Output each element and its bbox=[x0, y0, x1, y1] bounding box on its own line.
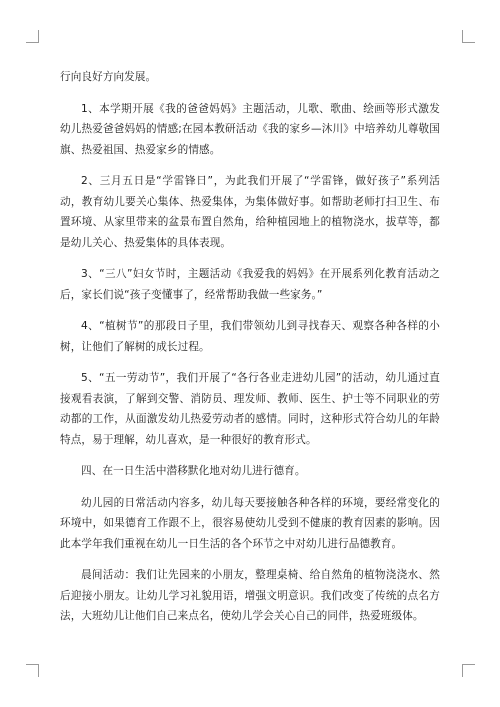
paragraph-item-1: 1、本学期开展《我的爸爸妈妈》主题活动，儿歌、歌曲、绘画等形式激发幼儿热爱爸爸妈妈的情感;在园本教研活动《我的家乡—沐川》中培养幼儿尊敬国旗、热爱祖国、热爱家乡的情感。 bbox=[60, 102, 440, 156]
document-body bbox=[60, 67, 440, 638]
paragraph-item-4: 4、“植树节”的那段日子里，我们带领幼儿到寻找春天、观察各种各样的小树，让他们了解树的成长过程。 bbox=[60, 320, 440, 353]
crop-mark-top-left bbox=[26, 30, 39, 43]
paragraph-item-3: 3、“三八”妇女节时，主题活动《我爱我的妈妈》在开展系列化教育活动之后，家长们说“孩子变懂事了，经常帮助我做一些家务。” bbox=[60, 268, 440, 301]
section-heading-4: 四、在一日生活中潜移默化地对幼儿进行德育。 bbox=[81, 465, 306, 477]
paragraph-daily-life: 幼儿园的日常活动内容多，幼儿每天要接触各种各样的环境，要经常变化的环境中，如果德育工作跟不上，很容易使幼儿受到不健康的教育因素的影响。因此本学年我们重视在幼儿一日生活的各个环节之中对幼儿进行品德教育。 bbox=[60, 496, 440, 550]
crop-mark-top-right bbox=[462, 30, 475, 43]
paragraph-continuation: 行向良好方向发展。 bbox=[60, 71, 157, 83]
crop-mark-bottom-right bbox=[462, 664, 475, 677]
paragraph-item-5: 5、“五一劳动节”，我们开展了“各行各业走进幼儿园”的活动，幼儿通过直接观看表演，了解到交警、消防员、理发师、教师、医生、护士等不同职业的劳动都的工作，从面激发幼儿热爱劳动者的感情。同时，这种形式符合幼儿的年龄特点，易于理解，幼儿喜欢，是一种很好的教育形式。 bbox=[60, 372, 440, 446]
paragraph-item-2: 2、三月五日是“学雷锋日”，为此我们开展了“学雷锋，做好孩子”系列活动，教育幼儿要关心集体、热爱集体，为集体做好事。如帮助老师打扫卫生、布置环境、从家里带来的盆景布置自然角，给种植园地上的植物浇水，拔草等，都是幼儿关心、热爱集体的具体表现。 bbox=[60, 175, 440, 249]
paragraph-morning-activity: 晨间活动：我们让先园来的小朋友，整理桌椅、给自然角的植物浇浇水、然后迎接小朋友。让幼儿学习礼貌用语，增强文明意识。我们改变了传统的点名方法，大班幼儿让他们自己来点名，使幼儿学会关心自己的同伴，热爱班级体。 bbox=[60, 569, 440, 622]
crop-mark-bottom-left bbox=[26, 664, 39, 677]
